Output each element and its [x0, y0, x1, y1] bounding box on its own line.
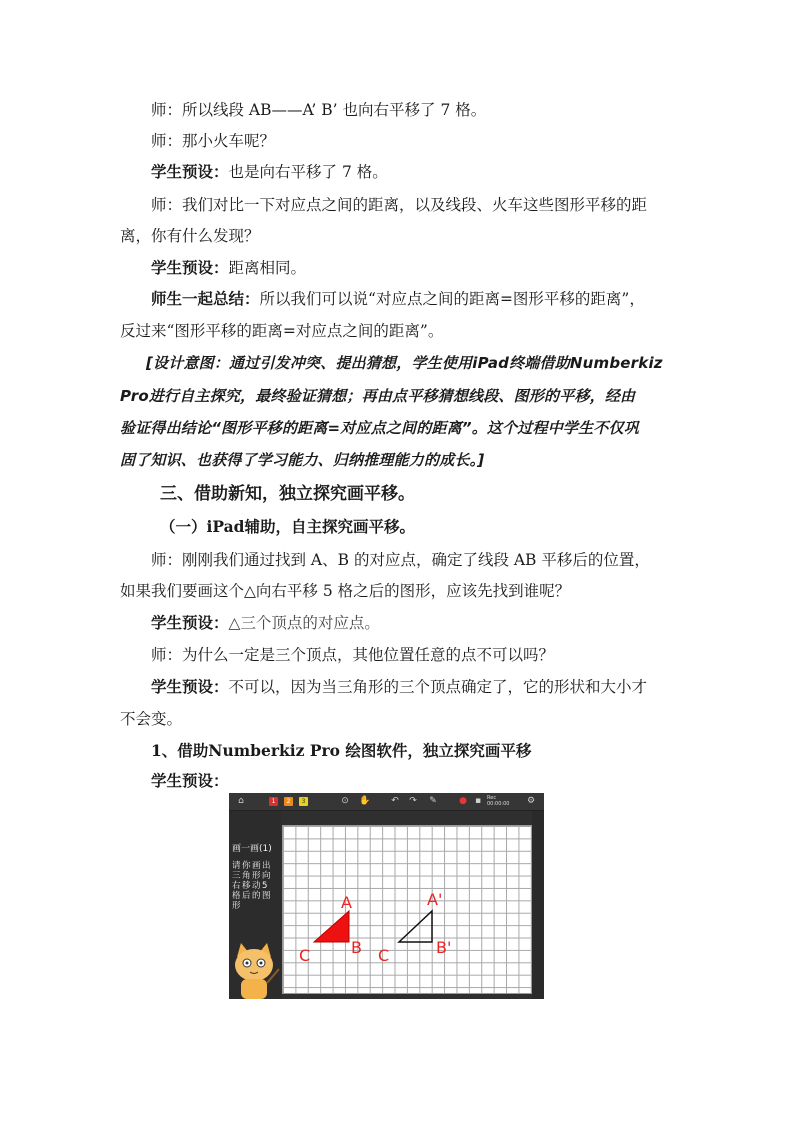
paragraph-summary-a: [151, 288, 645, 310]
undo-icon[interactable]: ↶: [391, 796, 399, 806]
paragraph-student-4a: [151, 676, 647, 698]
home-icon[interactable]: ⌂: [238, 796, 244, 806]
student-text: 不可以，因为当三角形的三个顶点确定了，它的形状和大小才: [228, 678, 648, 696]
paragraph-student-3: [151, 612, 380, 634]
paragraph-teacher-5: 师：为什么一定是三个顶点，其他位置任意的点不可以吗？: [151, 646, 555, 664]
stop-icon[interactable]: ▪: [474, 796, 482, 806]
student-label: 学生预设：: [151, 613, 229, 632]
timer-value: 00:00:00: [487, 801, 510, 807]
section-heading: 三、借助新知，独立探究画平移。: [160, 484, 415, 504]
paragraph-teacher-4b: 如果我们要画这个△向右平移 5 格之后的图形，应该先找到谁呢？: [120, 582, 571, 600]
paragraph-student-1: [151, 161, 388, 183]
page-chip-3[interactable]: 3: [299, 797, 308, 806]
student-text: △三个顶点的对应点。: [228, 614, 380, 632]
pen-icon[interactable]: ✎: [429, 796, 437, 806]
summary-text: 所以我们可以说“对应点之间的距离=图形平移的距离”，: [259, 290, 645, 308]
paragraph-student-4b: 不会变。: [120, 710, 183, 728]
design-intent-line-3: 验证得出结论“图形平移的距离=对应点之间的距离”。这个过程中学生不仅巩: [120, 419, 639, 437]
timer-label: Rec: [487, 795, 497, 801]
subsection-heading: （一）iPad辅助，自主探究画平移。: [160, 517, 416, 536]
label-c: C: [299, 946, 311, 965]
translated-triangle: [399, 911, 432, 942]
task-title: 画一画(1): [232, 844, 272, 854]
triangle-overlay: [229, 793, 544, 999]
paragraph-teacher-3a: 师：我们对比一下对应点之间的距离，以及线段、火车这些图形平移的距: [151, 196, 648, 214]
label-b: B: [351, 938, 362, 957]
numberkiz-screenshot: [229, 793, 544, 999]
paragraph-student-2: [151, 257, 306, 279]
student-label: 学生预设：: [151, 258, 229, 277]
paragraph-teacher-2: 师：那小火车呢？: [151, 132, 276, 150]
redo-icon[interactable]: ↷: [409, 796, 417, 806]
student-label-3: 学生预设：: [151, 771, 229, 790]
student-text: 距离相同。: [228, 259, 307, 277]
label-a-prime: A': [427, 890, 443, 909]
student-label: 学生预设：: [151, 677, 229, 696]
student-label: 学生预设：: [151, 162, 229, 181]
gear-icon[interactable]: ⚙: [526, 796, 536, 806]
student-text: 也是向右平移了 7 格。: [228, 163, 388, 181]
record-icon[interactable]: ●: [459, 796, 467, 806]
paragraph-summary-b: 反过来“图形平移的距离=对应点之间的距离”。: [120, 322, 444, 340]
label-a: A: [341, 893, 352, 912]
page-chip-2[interactable]: 2: [284, 797, 293, 806]
page-chip-1[interactable]: 1: [269, 797, 278, 806]
hand-icon[interactable]: ✋: [359, 796, 371, 806]
design-intent-line-1: [设计意图：通过引发冲突、提出猜想，学生使用iPad终端借助Numberkiz: [146, 354, 663, 372]
label-c-prime: C: [378, 946, 390, 965]
label-b-prime: B': [436, 938, 452, 957]
design-intent-line-4: 固了知识、也获得了学习能力、归纳推理能力的成长。]: [120, 451, 485, 469]
original-triangle: [314, 911, 349, 942]
paragraph-teacher-4a: 师：刚刚我们通过找到 A、B 的对应点，确定了线段 AB 平移后的位置，: [151, 551, 650, 569]
design-intent-line-2: Pro进行自主探究，最终验证猜想；再由点平移猜想线段、图形的平移，经由: [120, 387, 636, 405]
target-icon[interactable]: ⊙: [341, 796, 349, 806]
paragraph-teacher-3b: 离，你有什么发现？: [120, 227, 260, 245]
paragraph-teacher-1: 师：所以线段 AB——A’ B’ 也向右平移了 7 格。: [151, 101, 487, 119]
item-heading: 1、借助Numberkiz Pro 绘图软件，独立探究画平移: [151, 741, 532, 760]
summary-label: 师生一起总结：: [151, 289, 260, 308]
task-instruction: 请你画出三角形向右移动5格后的图形: [232, 861, 273, 911]
